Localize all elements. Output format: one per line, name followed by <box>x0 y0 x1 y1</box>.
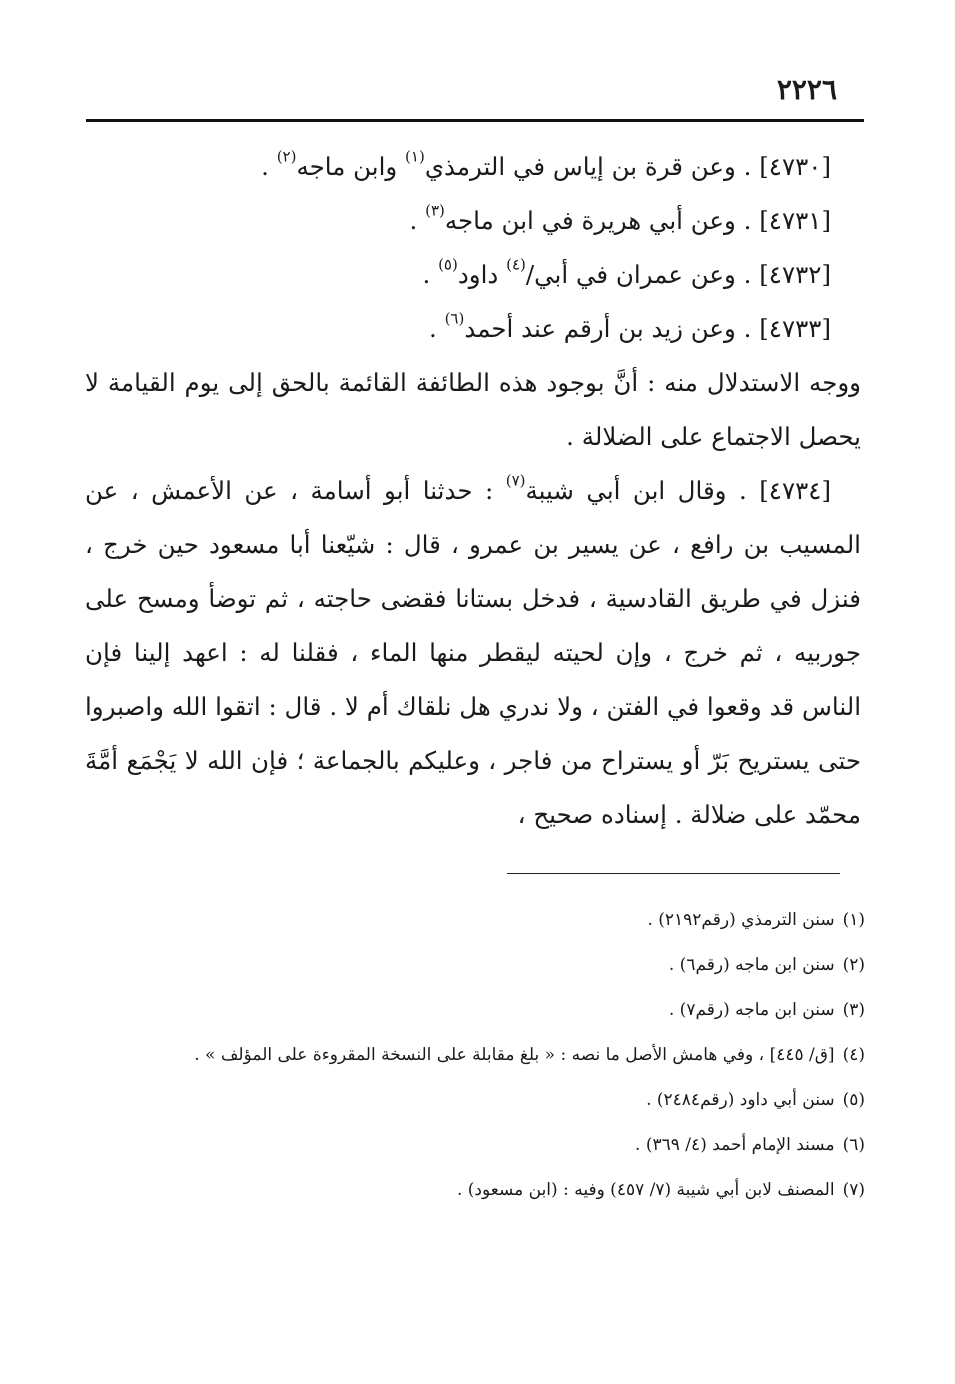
main-text <box>85 140 861 842</box>
footnote-2 <box>85 943 865 988</box>
entry-4732 <box>85 248 861 302</box>
entry-4730 <box>85 140 861 194</box>
page-number: ٢٢٢٦ <box>776 73 837 106</box>
footnote-ref-4[interactable]: (٤) <box>506 255 526 274</box>
footnote-7 <box>85 1168 865 1213</box>
footnote-text: سنن ابن ماجه (رقم٦) . <box>668 955 835 975</box>
footnote-ref-3[interactable]: (٣) <box>425 201 445 220</box>
footnote-ref-7[interactable]: (٧) <box>505 471 526 490</box>
footnote-number: (٢) <box>842 955 865 975</box>
footnote-text: [ق/ ٤٤٥] ، وفي هامش الأصل ما نصه : « بلغ مقابلة على النسخة المقروءة على المؤلف » . <box>194 1045 835 1065</box>
footnote-number: (٤) <box>842 1045 865 1065</box>
footnote-ref-1[interactable]: (١) <box>405 147 425 166</box>
footnote-text: سنن الترمذي (رقم٢١٩٢) . <box>647 910 835 930</box>
hadith-intro: [٤٧٣٤] . وقال ابن أبي شيبة <box>525 476 831 505</box>
footnote-number: (٥) <box>842 1090 865 1110</box>
entry-4731 <box>85 194 861 248</box>
header-rule <box>86 119 864 122</box>
footnote-6 <box>85 1123 865 1168</box>
footnote-number: (٧) <box>842 1180 865 1200</box>
footnote-ref-2[interactable]: (٢) <box>276 147 297 166</box>
entry-text: [٤٧٣٢] . وعن عمران في أبي/ <box>525 260 831 289</box>
footnote-1 <box>85 898 865 943</box>
entry-text: . <box>409 206 426 235</box>
footnote-text: مسند الإمام أحمد (٤/ ٣٦٩) . <box>635 1135 835 1155</box>
argument-paragraph: ووجه الاستدلال منه : أنَّ بوجود هذه الطائفة القائمة بالحق إلى يوم القيامة لا يحصل الاجتماع على الضلالة . <box>85 368 861 451</box>
footnote-divider <box>507 873 840 874</box>
entry-text: داود <box>457 260 507 289</box>
footnote-ref-5[interactable]: (٥) <box>438 255 458 274</box>
footnote-text: سنن أبي داود (رقم٢٤٨٤) . <box>646 1090 835 1110</box>
entry-text: وابن ماجه <box>296 152 406 181</box>
footnote-number: (٦) <box>842 1135 865 1155</box>
footnote-5 <box>85 1078 865 1123</box>
hadith-text: : حدثنا أبو أسامة ، عن الأعمش ، عن المسيب بن رافع ، عن يسير بن عمرو ، قال : شيّعنا أبا مسعود حين خرج ، فنزل في طريق القادسية ، فدخل بستانا فقضى حاجته ، ثم توضأ ومسح على جوربيه ، ثم خرج ، وإن لحيته ليقطر منها الماء ، فقلنا له : اعهد إلينا فإن الناس قد وقعوا في الفتن ، ولا ندري هل نلقاك أم لا . قال : اتقوا الله واصبروا حتى يستريح بَرّ أو يستراح من فاجر ، وعليكم بالجماعة ؛ فإن الله لا يَجْمَع أمَّةَ محمّد على ضلالة . إسناده صحيح ، <box>85 476 861 829</box>
footnote-4 <box>85 1033 865 1078</box>
footnote-text: المصنف لابن أبي شيبة (٧/ ٤٥٧) وفيه : (ابن مسعود) . <box>456 1180 835 1200</box>
footnote-text: سنن ابن ماجه (رقم٧) . <box>668 1000 835 1020</box>
footnote-3 <box>85 988 865 1033</box>
entry-text: . <box>422 260 439 289</box>
footnotes <box>85 898 865 1213</box>
entry-4733 <box>85 302 861 356</box>
entry-text: [٤٧٣٠] . وعن قرة بن إياس في الترمذي <box>424 152 831 181</box>
entry-text: [٤٧٣٣] . وعن زيد بن أرقم عند أحمد <box>464 314 831 343</box>
footnote-number: (١) <box>842 910 865 930</box>
hadith-paragraph <box>85 464 861 842</box>
entry-text: . <box>261 152 277 181</box>
footnote-number: (٣) <box>842 1000 865 1020</box>
entry-text: . <box>428 314 445 343</box>
entry-text: [٤٧٣١] . وعن أبي هريرة في ابن ماجه <box>444 206 831 235</box>
footnote-ref-6[interactable]: (٦) <box>444 309 465 328</box>
